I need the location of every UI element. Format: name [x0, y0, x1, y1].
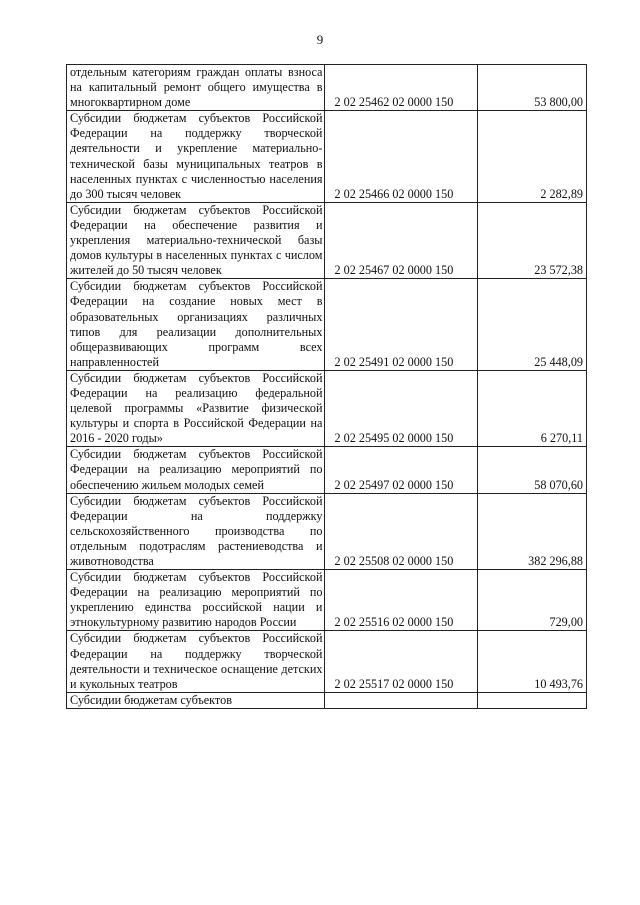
row-code: 2 02 25491 02 0000 150 — [325, 279, 478, 371]
row-code: 2 02 25497 02 0000 150 — [325, 447, 478, 493]
table-row — [67, 493, 587, 569]
row-name: отдельным категориям граждан оплаты взноса на капитальный ремонт общего имущества в многоквартирном доме — [67, 65, 325, 111]
row-amount: 729,00 — [478, 570, 587, 631]
scan-artifact — [0, 899, 640, 901]
table-row — [67, 111, 587, 203]
row-name: Субсидии бюджетам субъектов Российской Федерации на реализацию федеральной целевой программы «Развитие физической культуры и спорта в Российской Федерации на 2016 - 2020 годы» — [67, 370, 325, 446]
row-amount: 25 448,09 — [478, 279, 587, 371]
row-name: Субсидии бюджетам субъектов Российской Федерации на создание новых мест в образовательных организациях различных типов для реализации дополнительных общеразвивающих программ всех направленностей — [67, 279, 325, 371]
table-row — [67, 65, 587, 111]
row-amount: 53 800,00 — [478, 65, 587, 111]
row-name: Субсидии бюджетам субъектов Российской Федерации на обеспечение развития и укрепления материально-технической базы домов культуры в населенных пунктах с числом жителей до 50 тысяч человек — [67, 202, 325, 278]
row-amount: 6 270,11 — [478, 370, 587, 446]
table-row — [67, 279, 587, 371]
table-row — [67, 370, 587, 446]
row-code: 2 02 25467 02 0000 150 — [325, 202, 478, 278]
page-number: 9 — [316, 32, 324, 47]
row-name: Субсидии бюджетам субъектов Российской Федерации на поддержку творческой деятельности и техническое оснащение детских и кукольных театров — [67, 631, 325, 692]
row-amount: 58 070,60 — [478, 447, 587, 493]
row-name: Субсидии бюджетам субъектов Российской Федерации на поддержку творческой деятельности и укрепление материально-технической базы муниципальных театров в населенных пунктах с численностью населения до 300 тысяч человек — [67, 111, 325, 203]
row-amount: 382 296,88 — [478, 493, 587, 569]
row-name: Субсидии бюджетам субъектов Российской Федерации на поддержку сельскохозяйственного производства по отдельным подотраслям растениеводства и животноводства — [67, 493, 325, 569]
table-row — [67, 631, 587, 692]
table-row — [67, 570, 587, 631]
row-amount — [478, 692, 587, 708]
row-name: Субсидии бюджетам субъектов Российской Федерации на реализацию мероприятий по обеспечению жильем молодых семей — [67, 447, 325, 493]
table-row — [67, 692, 587, 708]
row-amount: 23 572,38 — [478, 202, 587, 278]
row-name: Субсидии бюджетам субъектов Российской Федерации на реализацию мероприятий по укреплению единства российской нации и этнокультурному развитию народов России — [67, 570, 325, 631]
row-code: 2 02 25516 02 0000 150 — [325, 570, 478, 631]
table-row — [67, 447, 587, 493]
row-code: 2 02 25508 02 0000 150 — [325, 493, 478, 569]
row-code — [325, 692, 478, 708]
budget-table — [66, 64, 587, 709]
row-code: 2 02 25462 02 0000 150 — [325, 65, 478, 111]
row-code: 2 02 25495 02 0000 150 — [325, 370, 478, 446]
row-code: 2 02 25466 02 0000 150 — [325, 111, 478, 203]
row-name: Субсидии бюджетам субъектов — [67, 692, 325, 708]
row-amount: 10 493,76 — [478, 631, 587, 692]
row-code: 2 02 25517 02 0000 150 — [325, 631, 478, 692]
row-amount: 2 282,89 — [478, 111, 587, 203]
table-row — [67, 202, 587, 278]
